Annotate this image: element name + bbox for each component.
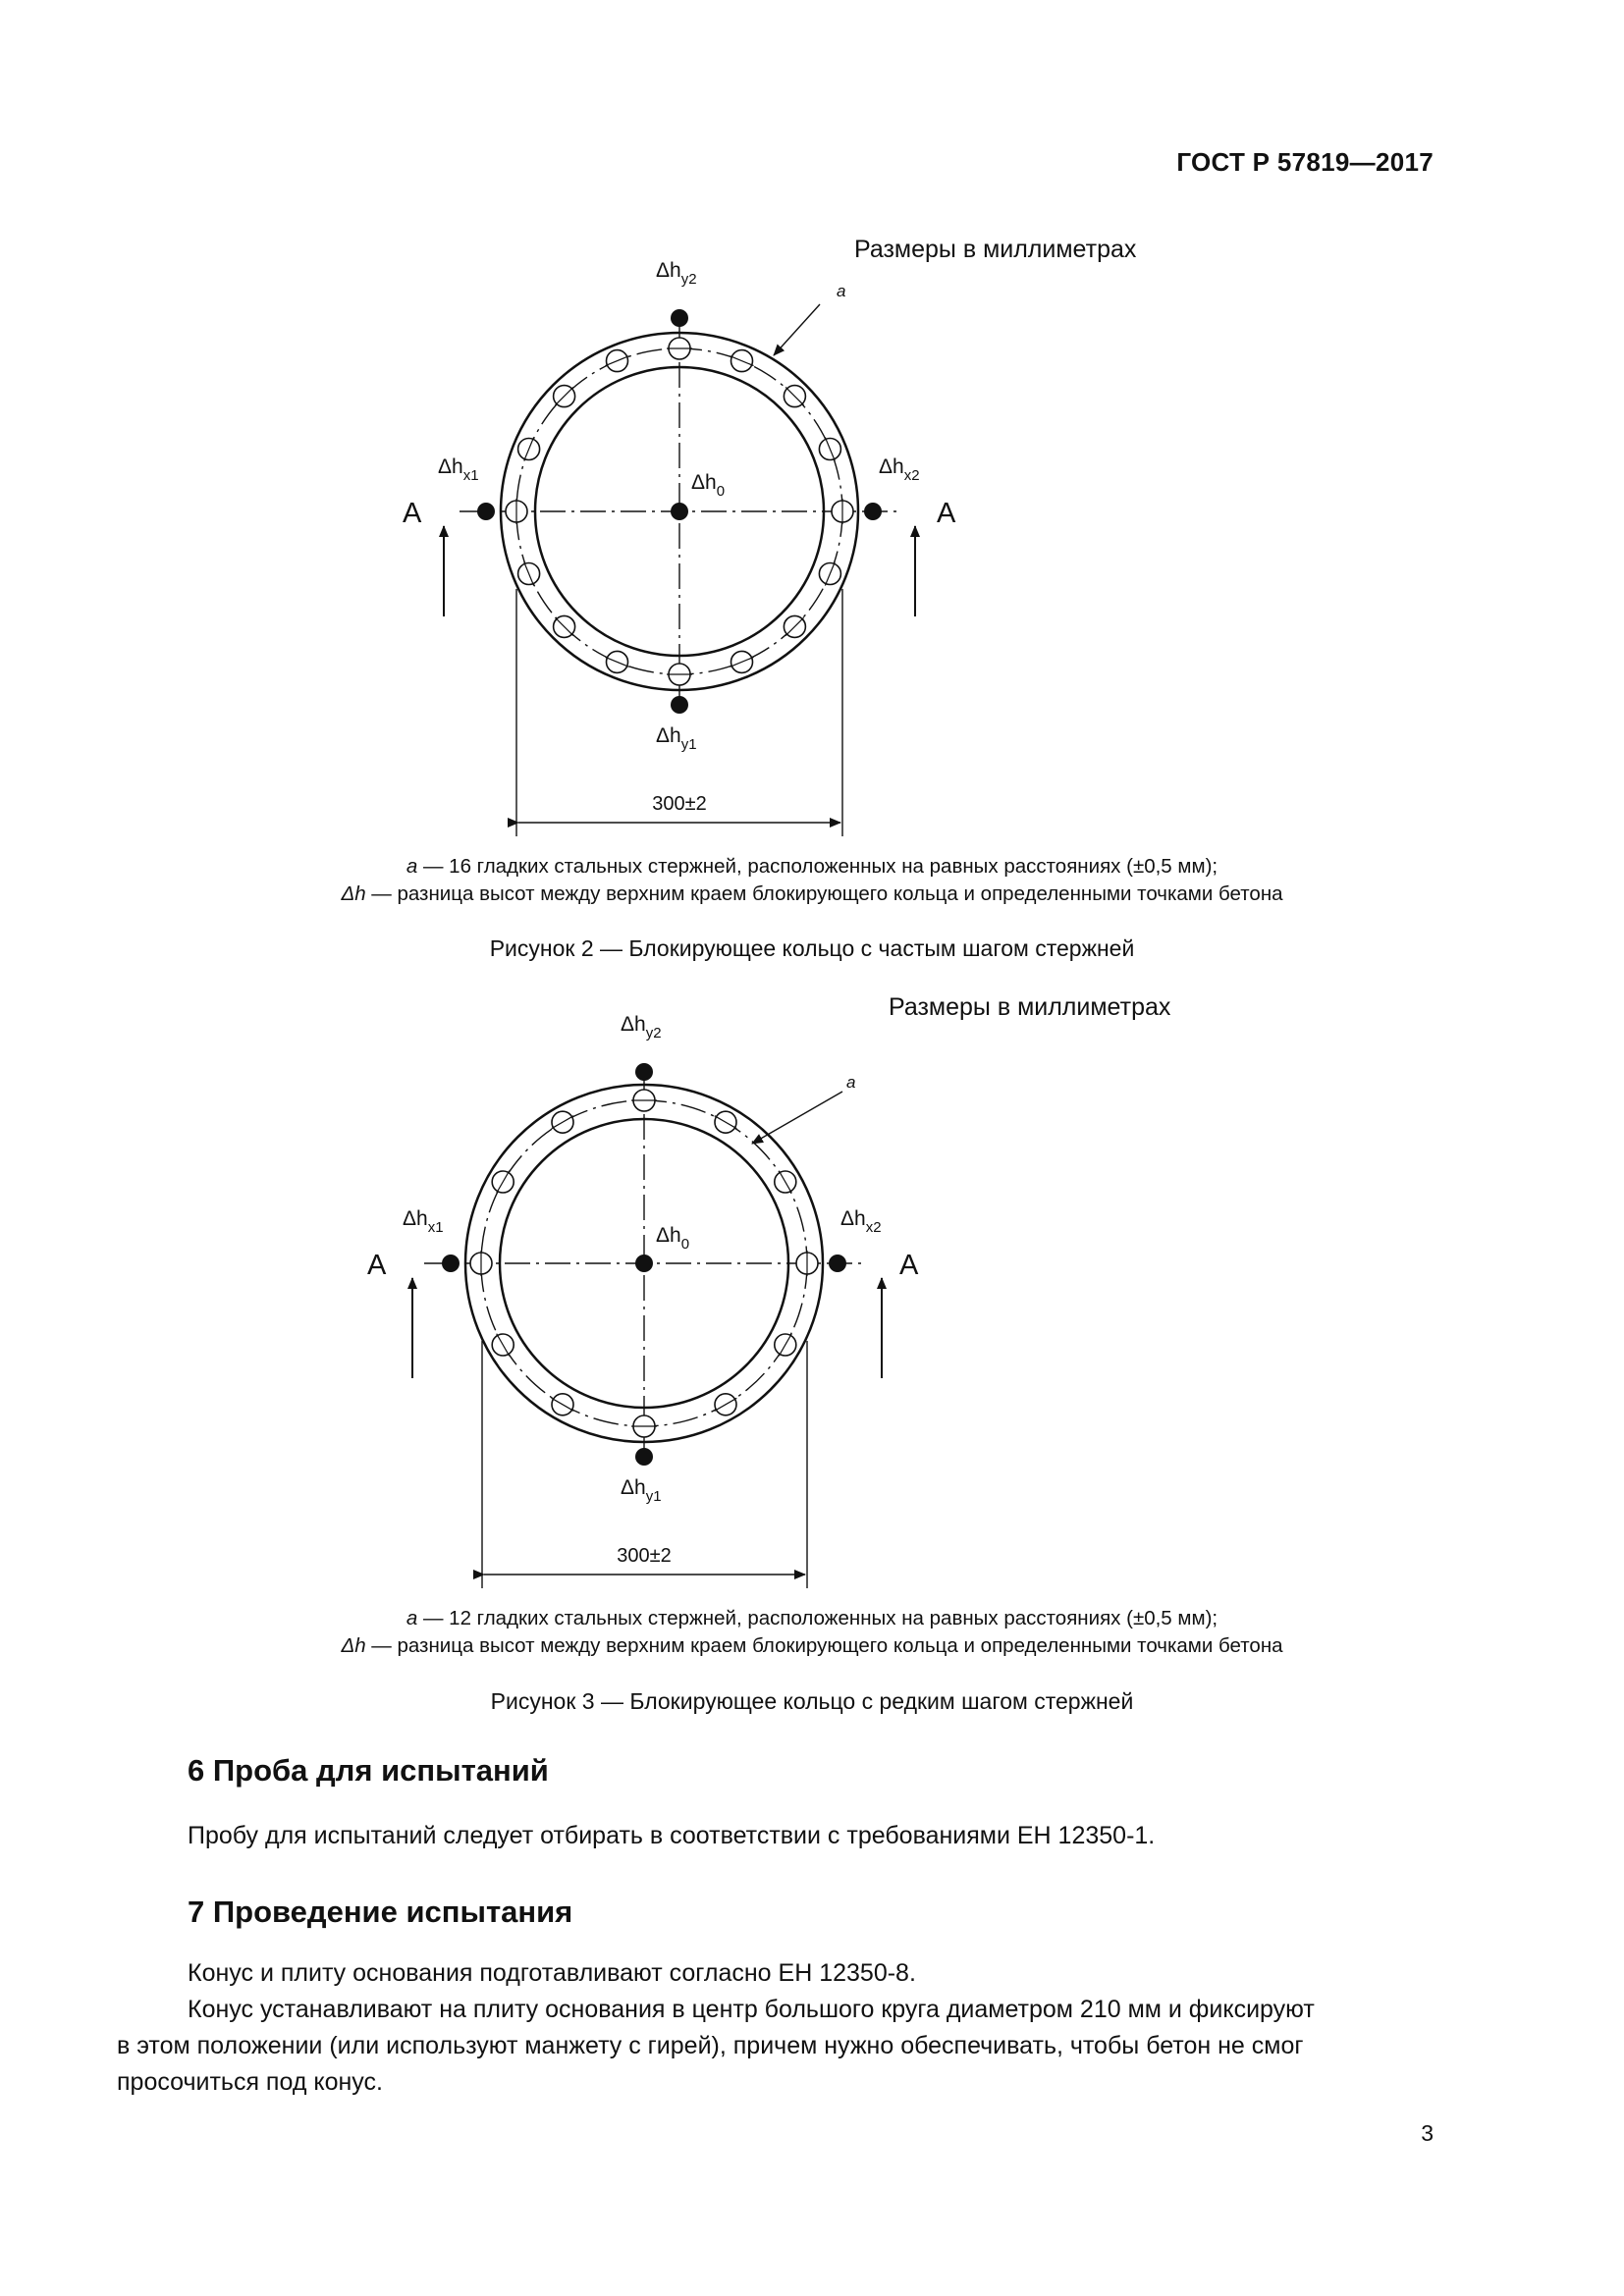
section7-paragraph-2-line-1: Конус устанавливают на плиту основания в центр большого круга диаметром 210 мм и фиксируют bbox=[188, 1996, 1315, 2023]
fig3-note-dh: Δh — разница высот между верхним краем блокирующего кольца и определенными точками бетона bbox=[341, 1634, 1283, 1657]
fig3-callout-label: a bbox=[846, 1073, 856, 1092]
fig2-label-dhy1: $\Delta h_{y1}$ bbox=[656, 724, 697, 753]
fig2-note-a: a — 16 гладких стальных стержней, расположенных на равных расстояниях (±0,5 мм); bbox=[406, 855, 1218, 878]
fig2-section-mark-left: A bbox=[403, 498, 422, 529]
fig3-point-center bbox=[635, 1255, 653, 1272]
fig2-dimension-label: 300±2 bbox=[652, 793, 707, 815]
fig3-dimension-label: 300±2 bbox=[617, 1545, 672, 1567]
fig3-point-y2 bbox=[635, 1063, 653, 1081]
fig2-note-dh: Δh — разница высот между верхним краем блокирующего кольца и определенными точками бетона bbox=[341, 882, 1283, 905]
page-number: 3 bbox=[1421, 2120, 1434, 2146]
fig3-point-y1 bbox=[635, 1448, 653, 1466]
fig3-label-dhy2: $\Delta h_{y2}$ bbox=[621, 1013, 662, 1041]
fig2-callout-label: a bbox=[837, 282, 846, 300]
document-header: ГОСТ Р 57819—2017 bbox=[1176, 147, 1434, 177]
section7-heading: 7 Проведение испытания bbox=[188, 1895, 573, 1929]
section6-heading: 6 Проба для испытаний bbox=[188, 1753, 549, 1788]
section7-paragraph-2-line-3: просочиться под конус. bbox=[117, 2068, 383, 2096]
fig3-ring-group bbox=[412, 1074, 882, 1588]
fig3-sizes-note: Размеры в миллиметрах bbox=[889, 993, 1171, 1021]
fig2-label-dhy2: $\Delta h_{y2}$ bbox=[656, 259, 697, 288]
fig3-callout-leader bbox=[752, 1092, 842, 1144]
fig2-caption: Рисунок 2 — Блокирующее кольцо с частым шагом стержней bbox=[489, 935, 1135, 961]
fig3-label-dh0: $\Delta h_0$ bbox=[656, 1224, 690, 1253]
fig3-point-x2 bbox=[829, 1255, 846, 1272]
fig2-section-mark-right: A bbox=[937, 498, 956, 529]
fig3-section-mark-left: A bbox=[367, 1250, 387, 1281]
fig2-sizes-note: Размеры в миллиметрах bbox=[854, 236, 1137, 263]
section7-paragraph-1: Конус и плиту основания подготавливают согласно ЕН 12350-8. bbox=[188, 1959, 916, 1987]
fig2-label-dhx2: $\Delta h_{x2}$ bbox=[879, 455, 920, 484]
fig3-label-dhx1: $\Delta h_{x1}$ bbox=[403, 1207, 444, 1236]
fig3-point-x1 bbox=[442, 1255, 460, 1272]
section6-text: Пробу для испытаний следует отбирать в соответствии с требованиями ЕН 12350-1. bbox=[188, 1822, 1156, 1849]
fig3-caption: Рисунок 3 — Блокирующее кольцо с редким шагом стержней bbox=[490, 1688, 1134, 1714]
fig3-label-dhx2: $\Delta h_{x2}$ bbox=[840, 1207, 882, 1236]
fig2-label-dh0: $\Delta h_0$ bbox=[691, 471, 726, 500]
section7-paragraph-2-line-2: в этом положении (или используют манжету с гирей), причем нужно обеспечивать, чтобы бетон не смог bbox=[117, 2032, 1304, 2059]
fig3-note-a: a — 12 гладких стальных стержней, расположенных на равных расстояниях (±0,5 мм); bbox=[406, 1607, 1218, 1629]
fig2-label-dhx1: $\Delta h_{x1}$ bbox=[438, 455, 479, 484]
fig3-label-dhy1: $\Delta h_{y1}$ bbox=[621, 1476, 662, 1505]
fig3-section-mark-right: A bbox=[899, 1250, 919, 1281]
